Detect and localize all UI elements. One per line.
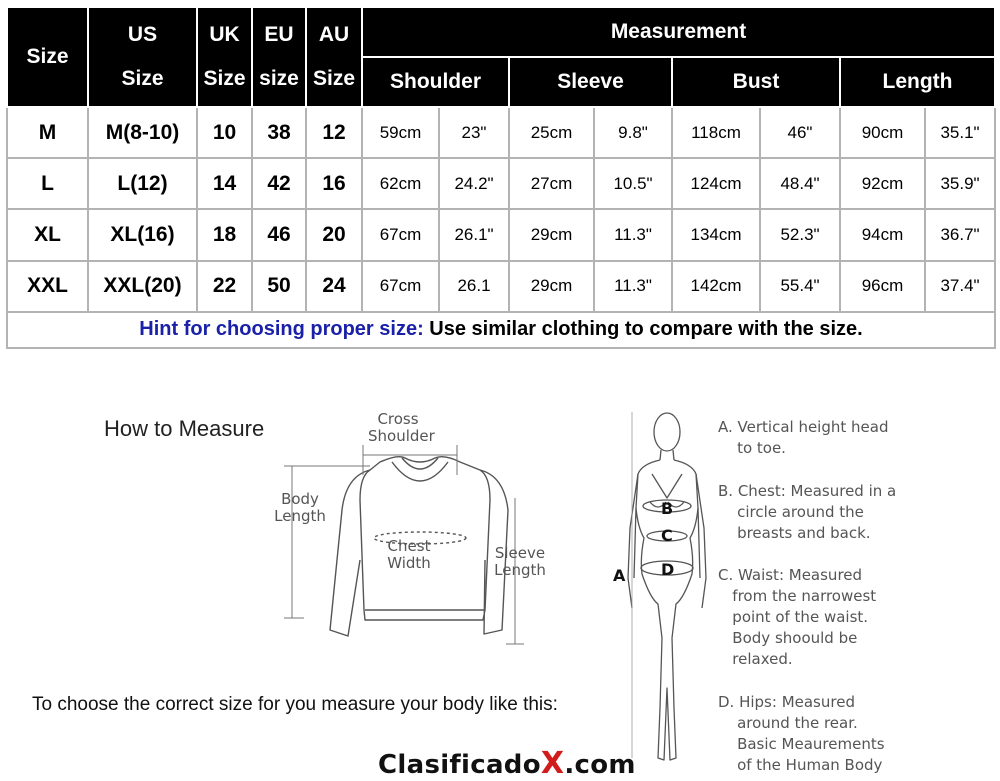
header-length: Length — [840, 57, 995, 107]
body-length-label-line2: Length — [274, 507, 326, 525]
cell-au: 20 — [306, 209, 362, 260]
hint-row — [7, 312, 995, 348]
cell-shoulder-in: 26.1" — [439, 209, 509, 260]
cell-length-in: 36.7" — [925, 209, 995, 260]
cell-bust-cm: 142cm — [672, 261, 760, 312]
cell-sleeve-in: 11.3" — [594, 261, 672, 312]
cell-length-cm: 90cm — [840, 107, 925, 158]
cell-sleeve-cm: 29cm — [509, 209, 594, 260]
chest-width-label — [379, 538, 439, 572]
cell-bust-in: 55.4" — [760, 261, 840, 312]
cell-sleeve-in: 10.5" — [594, 158, 672, 209]
header-sleeve: Sleeve — [509, 57, 672, 107]
header-uk-size — [197, 7, 252, 107]
hint-label: Hint for choosing proper size: — [139, 318, 424, 341]
size-chart-table — [6, 6, 996, 349]
description-b: B. Chest: Measured in a circle around the breasts and back. — [718, 482, 897, 542]
cross-shoulder-label — [368, 410, 435, 445]
cell-us: M(8-10) — [88, 107, 197, 158]
cell-shoulder-cm: 59cm — [362, 107, 439, 158]
cell-eu: 46 — [252, 209, 306, 260]
cell-us: XL(16) — [88, 209, 197, 260]
cell-bust-in: 48.4" — [760, 158, 840, 209]
cell-uk: 10 — [197, 107, 252, 158]
table-row — [7, 107, 995, 158]
header-au-top: AU — [318, 23, 350, 46]
chest-width-label-line1: Chest — [387, 537, 431, 555]
cell-uk: 22 — [197, 261, 252, 312]
header-uk-top: UK — [209, 23, 240, 46]
cell-eu: 38 — [252, 107, 306, 158]
header-us-top: US — [127, 23, 158, 46]
measure-instruction-note: To choose the correct size for you measure your body like this: — [32, 694, 558, 715]
cell-shoulder-in: 23" — [439, 107, 509, 158]
header-size: Size — [7, 7, 88, 107]
cell-bust-in: 46" — [760, 107, 840, 158]
cell-length-cm: 94cm — [840, 209, 925, 260]
figure-letter-d: D — [661, 560, 675, 579]
cell-length-cm: 92cm — [840, 158, 925, 209]
header-au-size — [306, 7, 362, 107]
cell-length-in: 35.1" — [925, 107, 995, 158]
cell-bust-cm: 134cm — [672, 209, 760, 260]
cell-us: XXL(20) — [88, 261, 197, 312]
how-to-measure-title: How to Measure — [104, 416, 265, 441]
figure-head — [654, 413, 680, 451]
cell-size: M — [7, 107, 88, 158]
cell-sleeve-in: 9.8" — [594, 107, 672, 158]
watermark-logo — [378, 746, 636, 781]
cell-length-in: 37.4" — [925, 261, 995, 312]
hint-cell — [7, 312, 995, 348]
sleeve-length-label-line1: Sleeve — [494, 544, 546, 562]
cell-au: 16 — [306, 158, 362, 209]
cell-eu: 50 — [252, 261, 306, 312]
figure-letter-a: A — [613, 566, 626, 585]
header-au-bottom: Size — [312, 67, 356, 90]
cell-bust-in: 52.3" — [760, 209, 840, 260]
cross-shoulder-label-line2: Shoulder — [368, 427, 435, 445]
chest-width-label-line2: Width — [387, 554, 431, 572]
cell-au: 12 — [306, 107, 362, 158]
cell-sleeve-cm: 27cm — [509, 158, 594, 209]
logo-prefix: Clasificado — [378, 750, 541, 780]
header-bust: Bust — [672, 57, 840, 107]
cell-sleeve-in: 11.3" — [594, 209, 672, 260]
description-d: D. Hips: Measured around the rear. Basic Meaurements of the Human Body — [718, 693, 885, 774]
table-row — [7, 158, 995, 209]
cell-eu: 42 — [252, 158, 306, 209]
header-eu-size — [252, 7, 306, 107]
cell-bust-cm: 118cm — [672, 107, 760, 158]
cell-size: L — [7, 158, 88, 209]
header-eu-bottom: size — [259, 67, 299, 90]
header-eu-top: EU — [264, 23, 294, 46]
cell-bust-cm: 124cm — [672, 158, 760, 209]
description-c: C. Waist: Measured from the narrowest point of the waist. Body shoould be relaxed. — [718, 566, 877, 668]
body-length-label-line1: Body — [281, 490, 319, 508]
cell-us: L(12) — [88, 158, 197, 209]
description-a: A. Vertical height head to toe. — [718, 418, 889, 457]
cell-shoulder-cm: 67cm — [362, 209, 439, 260]
cell-shoulder-cm: 62cm — [362, 158, 439, 209]
cell-size: XXL — [7, 261, 88, 312]
cell-shoulder-cm: 67cm — [362, 261, 439, 312]
cell-au: 24 — [306, 261, 362, 312]
cell-uk: 14 — [197, 158, 252, 209]
body-figure-diagram — [622, 408, 712, 778]
hint-text: Use similar clothing to compare with the size. — [423, 318, 863, 341]
figure-chest-lines — [652, 474, 682, 498]
header-uk-bottom: Size — [203, 67, 246, 90]
cell-shoulder-in: 24.2" — [439, 158, 509, 209]
cell-sleeve-cm: 25cm — [509, 107, 594, 158]
sleeve-length-label-line2: Length — [494, 561, 546, 579]
cross-shoulder-label-line1: Cross — [377, 410, 419, 428]
cell-shoulder-in: 26.1 — [439, 261, 509, 312]
cell-uk: 18 — [197, 209, 252, 260]
header-us-size — [88, 7, 197, 107]
figure-letter-b: B — [661, 499, 674, 518]
body-length-label — [270, 491, 330, 525]
header-shoulder: Shoulder — [362, 57, 509, 107]
logo-x: X — [540, 746, 565, 781]
table-row — [7, 261, 995, 312]
header-measurement: Measurement — [362, 7, 995, 57]
cell-size: XL — [7, 209, 88, 260]
logo-suffix: .com — [564, 750, 636, 780]
header-us-bottom: Size — [121, 67, 164, 90]
table-row — [7, 209, 995, 260]
cell-sleeve-cm: 29cm — [509, 261, 594, 312]
figure-letter-c: C — [661, 526, 673, 545]
cell-length-cm: 96cm — [840, 261, 925, 312]
cell-length-in: 35.9" — [925, 158, 995, 209]
sleeve-length-label — [490, 545, 550, 579]
